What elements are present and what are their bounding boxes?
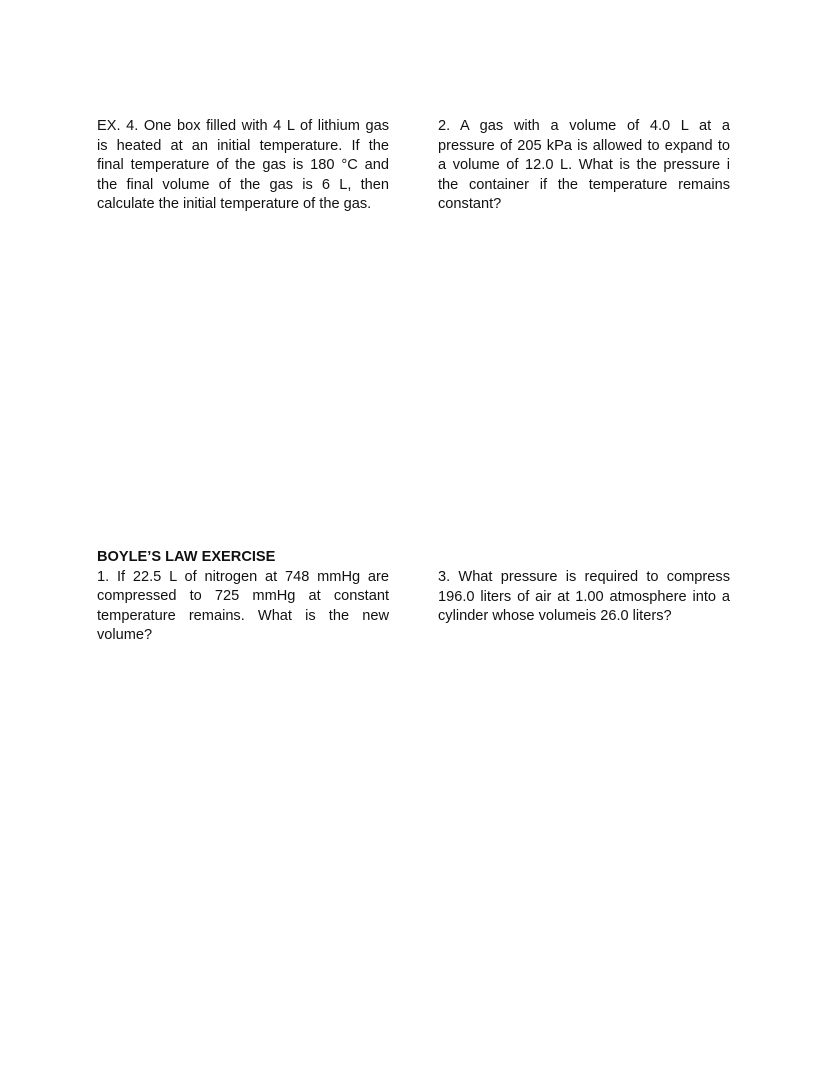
question-2 bbox=[438, 117, 730, 215]
section-heading: BOYLE’S LAW EXERCISE bbox=[97, 549, 276, 565]
text-line: 3. What pressure is required to compress bbox=[438, 569, 730, 585]
text-line: 196.0 liters of air at 1.00 atmosphere into a bbox=[438, 588, 730, 605]
question-3 bbox=[438, 568, 730, 627]
text-line: the final volume of the gas is 6 L, then bbox=[97, 176, 389, 193]
text-line: cylinder whose volumeis 26.0 liters? bbox=[438, 608, 672, 625]
text-line: EX. 4. One box filled with 4 L of lithium gas bbox=[97, 118, 389, 134]
text-line: a volume of 12.0 L. What is the pressure i bbox=[438, 157, 730, 174]
text-line: volume? bbox=[97, 627, 153, 644]
text-line: the container if the temperature remains bbox=[438, 176, 730, 193]
text-line: 1. If 22.5 L of nitrogen at 748 mmHg are bbox=[97, 568, 389, 585]
text-line: pressure of 205 kPa is allowed to expand to bbox=[438, 137, 730, 154]
text-line: compressed to 725 mmHg at constant bbox=[97, 588, 389, 605]
boyles-law-section bbox=[97, 548, 389, 646]
exercise-4-question bbox=[97, 117, 389, 215]
text-line: final temperature of the gas is 180 °C and bbox=[97, 157, 389, 174]
text-line: 2. A gas with a volume of 4.0 L at a bbox=[438, 118, 730, 134]
text-line: temperature remains. What is the new bbox=[97, 607, 389, 624]
text-line: calculate the initial temperature of the gas. bbox=[97, 196, 372, 213]
text-line: is heated at an initial temperature. If the bbox=[97, 137, 389, 154]
text-line: constant? bbox=[438, 196, 502, 213]
